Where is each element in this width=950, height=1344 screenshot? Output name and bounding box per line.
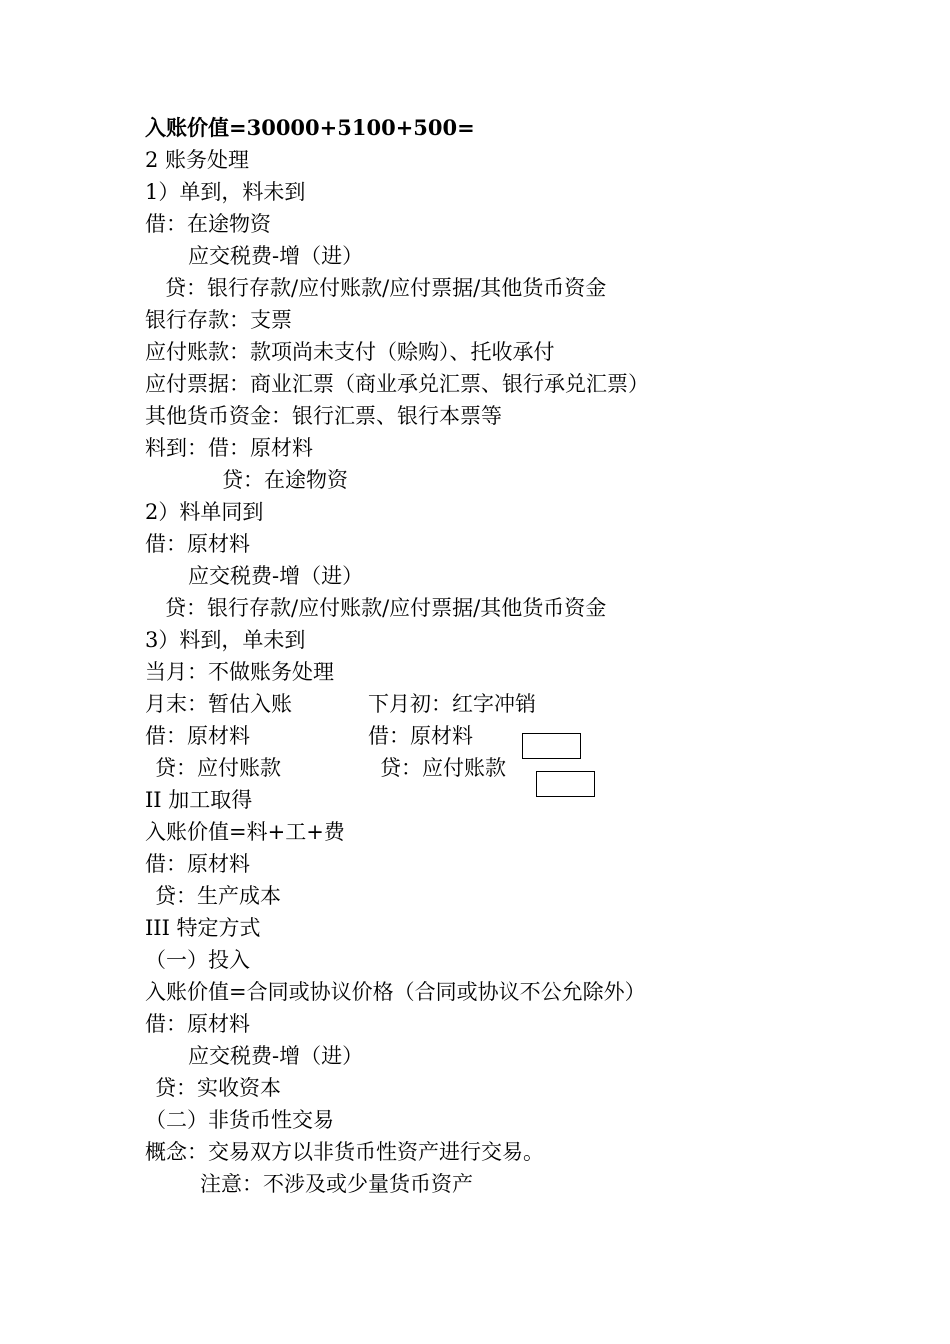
text-line: 借：在途物资: [145, 212, 271, 236]
text-line: 其他货币资金：银行汇票、银行本票等: [145, 404, 502, 428]
text-line: 贷：生产成本: [155, 884, 281, 908]
subsection-heading: （一）投入: [145, 948, 250, 972]
text-line: 入账价值=料+工+费: [145, 820, 345, 844]
heading-accounting: 2 账务处理: [145, 148, 250, 172]
text-line: 入账价值=合同或协议价格（合同或协议不公允除外）: [145, 980, 646, 1004]
text-line: 应交税费-增（进）: [188, 244, 364, 268]
text-line: 银行存款：支票: [145, 308, 292, 332]
text-line: 月末：暂估入账: [145, 692, 292, 716]
text-line: 应交税费-增（进）: [188, 564, 364, 588]
text-line: 注意：不涉及或少量货币资产: [200, 1172, 473, 1196]
text-line: 借：原材料: [145, 852, 250, 876]
subsection-heading: （二）非货币性交易: [145, 1108, 334, 1132]
text-line: 应付票据：商业汇票（商业承兑汇票、银行承兑汇票）: [145, 372, 649, 396]
red-amount-box: [522, 733, 581, 759]
text-line: 借：原材料: [145, 724, 250, 748]
text-line: 应付账款：款项尚未支付（赊购）、托收承付: [145, 340, 555, 364]
text-line: 当月：不做账务处理: [145, 660, 334, 684]
text-line: 概念：交易双方以非货币性资产进行交易。: [145, 1140, 544, 1164]
case-3-heading: 3）料到，单未到: [145, 628, 306, 652]
text-line: 下月初：红字冲销: [368, 692, 536, 716]
section-iii-heading: III 特定方式: [145, 916, 261, 940]
text-line: 贷：应付账款: [380, 756, 506, 780]
text-line: 料到：借：原材料: [145, 436, 313, 460]
value-formula: 入账价值=30000+5100+500=: [145, 115, 475, 140]
text-line: 贷：实收资本: [155, 1076, 281, 1100]
text-line: 贷：在途物资: [222, 468, 348, 492]
section-ii-heading: II 加工取得: [145, 788, 253, 812]
text-line: 借：原材料: [145, 1012, 250, 1036]
text-line: 贷：银行存款/应付账款/应付票据/其他货币资金: [165, 596, 607, 620]
red-amount-box: [536, 771, 595, 797]
case-1-heading: 1）单到，料未到: [145, 180, 306, 204]
case-2-heading: 2）料单同到: [145, 500, 264, 524]
text-line: 借：原材料: [368, 724, 473, 748]
text-line: 应交税费-增（进）: [188, 1044, 364, 1068]
text-line: 贷：应付账款: [155, 756, 281, 780]
text-line: 借：原材料: [145, 532, 250, 556]
text-line: 贷：银行存款/应付账款/应付票据/其他货币资金: [165, 276, 607, 300]
